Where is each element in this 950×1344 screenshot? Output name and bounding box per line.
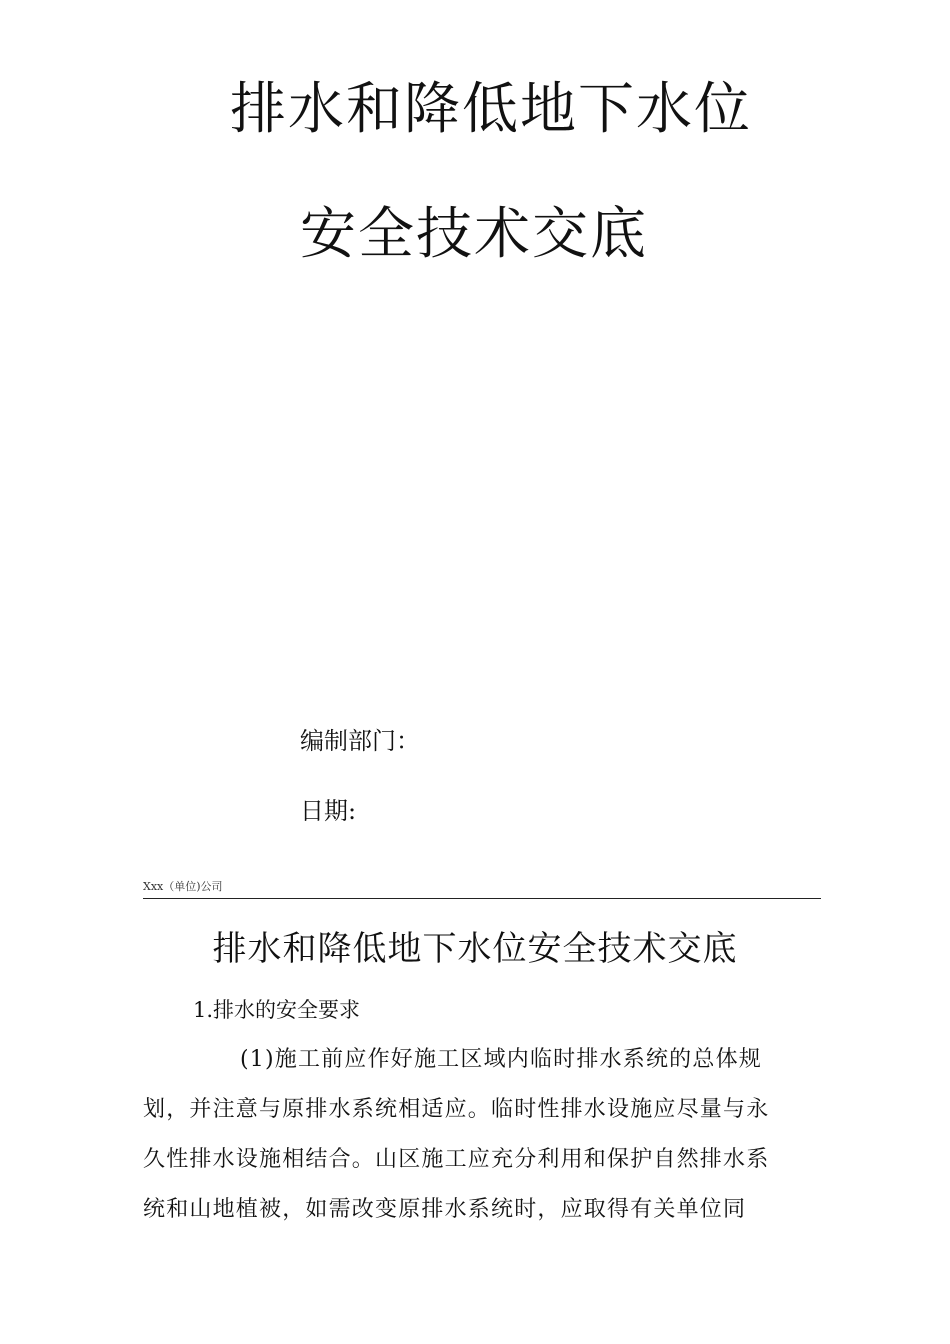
- organization-name: Xxx（单位)公司: [143, 880, 223, 893]
- paragraph-line: 划，并注意与原排水系统相适应。临时性排水设施应尽量与永: [143, 1097, 770, 1122]
- compiling-department-label: 编制部门：: [300, 727, 420, 755]
- section-heading: 1.排水的安全要求: [193, 998, 361, 1022]
- page-header: [143, 878, 821, 899]
- date-label: 日期:: [300, 797, 357, 825]
- paragraph-line: 久性排水设施相结合。山区施工应充分利用和保护自然排水系: [143, 1147, 770, 1172]
- cover-title-line2: 安全技术交底: [300, 202, 648, 267]
- cover-title-line1: 排水和降低地下水位: [230, 77, 752, 142]
- paragraph-line: (1)施工前应作好施工区域内临时排水系统的总体规: [240, 1047, 762, 1072]
- document-title: 排水和降低地下水位安全技术交底: [212, 929, 738, 969]
- paragraph-line: 统和山地植被，如需改变原排水系统时，应取得有关单位同: [143, 1197, 747, 1222]
